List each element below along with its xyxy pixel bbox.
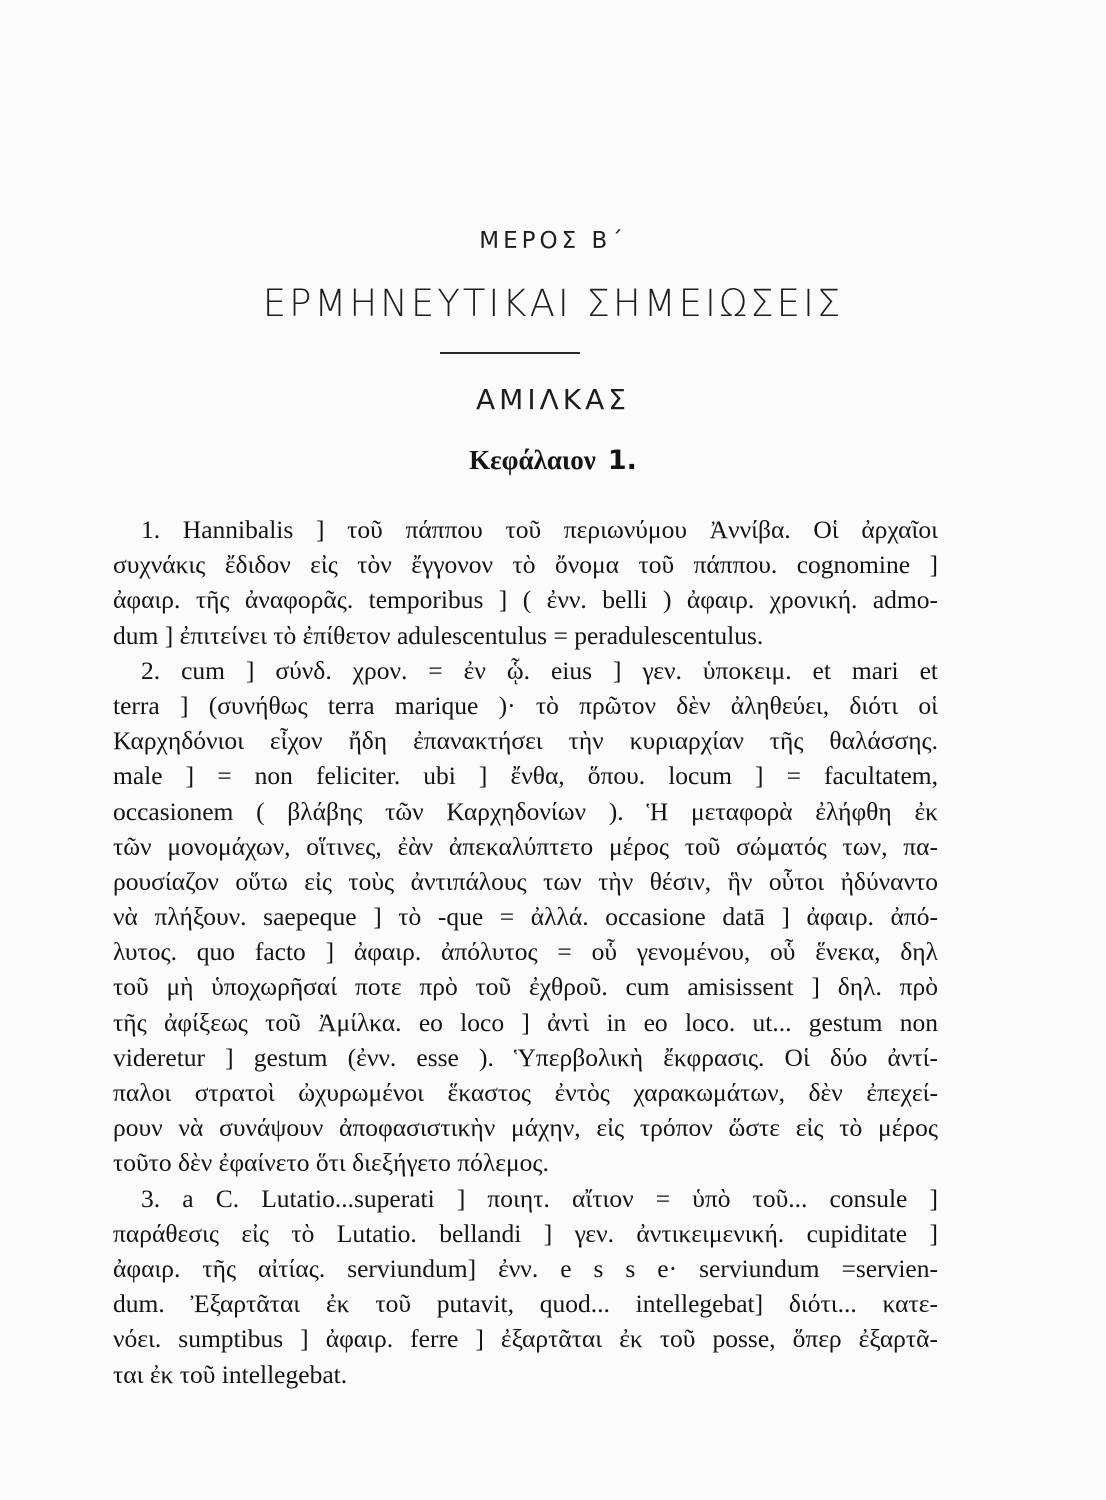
- text-line: male ] = non feliciter. ubi ] ἔνθα, ὅπου. locum ] = facultatem,: [113, 761, 938, 791]
- text-line: τοῦ μὴ ὑποχωρῆσαί ποτε πρὸ τοῦ ἐχθροῦ. cum amisissent ] δηλ. πρὸ: [113, 972, 938, 1002]
- work-title: ΑΜΙΛΚΑΣ: [476, 383, 630, 416]
- chapter-heading: [0, 445, 1106, 476]
- text-line: παλοι στρατοὶ ὠχυρωμένοι ἕκαστος ἐντὸς χαρακωμάτων, δὲν ἐπεχεί-: [113, 1078, 938, 1107]
- text-line: occasionem ( βλάβης τῶν Καρχηδονίων ). Ἡ μεταφορὰ ἐλήφθη ἐκ: [113, 796, 938, 826]
- chapter-number: 1.: [607, 445, 637, 476]
- text-line: ρουσίαζον οὕτω εἰς τοὺς ἀντιπάλους των τὴν θέσιν, ἣν οὗτοι ἠδύναντο: [113, 866, 938, 896]
- text-line: ἀφαιρ. τῆς αἰτίας. serviundum] ἐνν. e s s e· serviundum =servien-: [113, 1253, 938, 1283]
- text-line: 3. a C. Lutatio...superati ] ποιητ. αἴτιον = ὑπὸ τοῦ... consule ]: [141, 1183, 938, 1213]
- commentary-text: [113, 512, 938, 1392]
- text-line: νόει. sumptibus ] ἀφαιρ. ferre ] ἐξαρτᾶται ἐκ τοῦ posse, ὅπερ ἐξαρτᾶ-: [113, 1324, 938, 1354]
- text-line: λυτος. quo facto ] ἀφαιρ. ἀπόλυτος = οὗ γενομένου, οὗ ἕνεκα, δηλ: [113, 937, 938, 967]
- text-line: συχνάκις ἔδιδον εἰς τὸν ἔγγονον τὸ ὄνομα τοῦ πάππου. cognomine ]: [113, 550, 938, 580]
- text-line: τοῦτο δὲν ἐφαίνετο ὅτι διεξήγετο πόλεμος.: [113, 1148, 549, 1178]
- title-divider: [440, 352, 580, 354]
- text-line: ρουν νὰ συνάψουν ἀποφασιστικὴν μάχην, εἰς τρόπον ὥστε εἰς τὸ μέρος: [113, 1113, 938, 1143]
- text-line: τῶν μονομάχων, οἵτινες, ἐὰν ἀπεκαλύπτετο μέρος τοῦ σώματός των, πα-: [113, 831, 938, 861]
- section-title: ΕΡΜΗΝΕΥΤΙΚΑΙ ΣΗΜΕΙΩΣΕΙΣ: [262, 282, 844, 325]
- text-line: ται ἐκ τοῦ intellegebat.: [113, 1359, 348, 1389]
- text-line: τῆς ἀφίξεως τοῦ Ἀμίλκα. eo loco ] ἀντὶ in eo loco. ut... gestum non: [113, 1007, 938, 1037]
- chapter-title: Κεφάλαιον: [469, 445, 596, 475]
- text-line: παράθεσις εἰς τὸ Lutatio. bellandi ] γεν. ἀντικειμενική. cupiditate ]: [113, 1218, 938, 1248]
- text-line: dum. Ἐξαρτᾶται ἐκ τοῦ putavit, quod... intellegebat] διότι... κατε-: [113, 1289, 938, 1319]
- text-line: 1. Hannibalis ] τοῦ πάππου τοῦ περιωνύμου Ἀννίβα. Οἱ ἀρχαῖοι: [141, 515, 938, 544]
- text-line: νὰ πλήξουν. saepeque ] τὸ -que = ἀλλά. occasione datā ] ἀφαιρ. ἀπό-: [113, 902, 938, 932]
- part-label: ΜΕΡΟΣ Β΄: [479, 228, 627, 254]
- text-line: videretur ] gestum (ἐνν. esse ). Ὑπερβολικὴ ἔκφρασις. Οἱ δύο ἀντί-: [113, 1042, 938, 1072]
- text-line: 2. cum ] σύνδ. χρον. = ἐν ᾧ. eius ] γεν. ὑποκειμ. et mari et: [141, 655, 938, 685]
- text-line: Καρχηδόνιοι εἶχον ἤδη ἐπανακτήσει τὴν κυριαρχίαν τῆς θαλάσσης.: [113, 726, 938, 756]
- text-line: ἀφαιρ. τῆς ἀναφορᾶς. temporibus ] ( ἐνν. belli ) ἀφαιρ. χρονική. admo-: [113, 585, 938, 615]
- text-line: terra ] (συνήθως terra marique )· τὸ πρῶτον δὲν ἀληθεύει, διότι οἱ: [113, 690, 938, 720]
- text-line: dum ] ἐπιτείνει τὸ ἐπίθετον adulescentulus = peradulescentulus.: [113, 620, 764, 650]
